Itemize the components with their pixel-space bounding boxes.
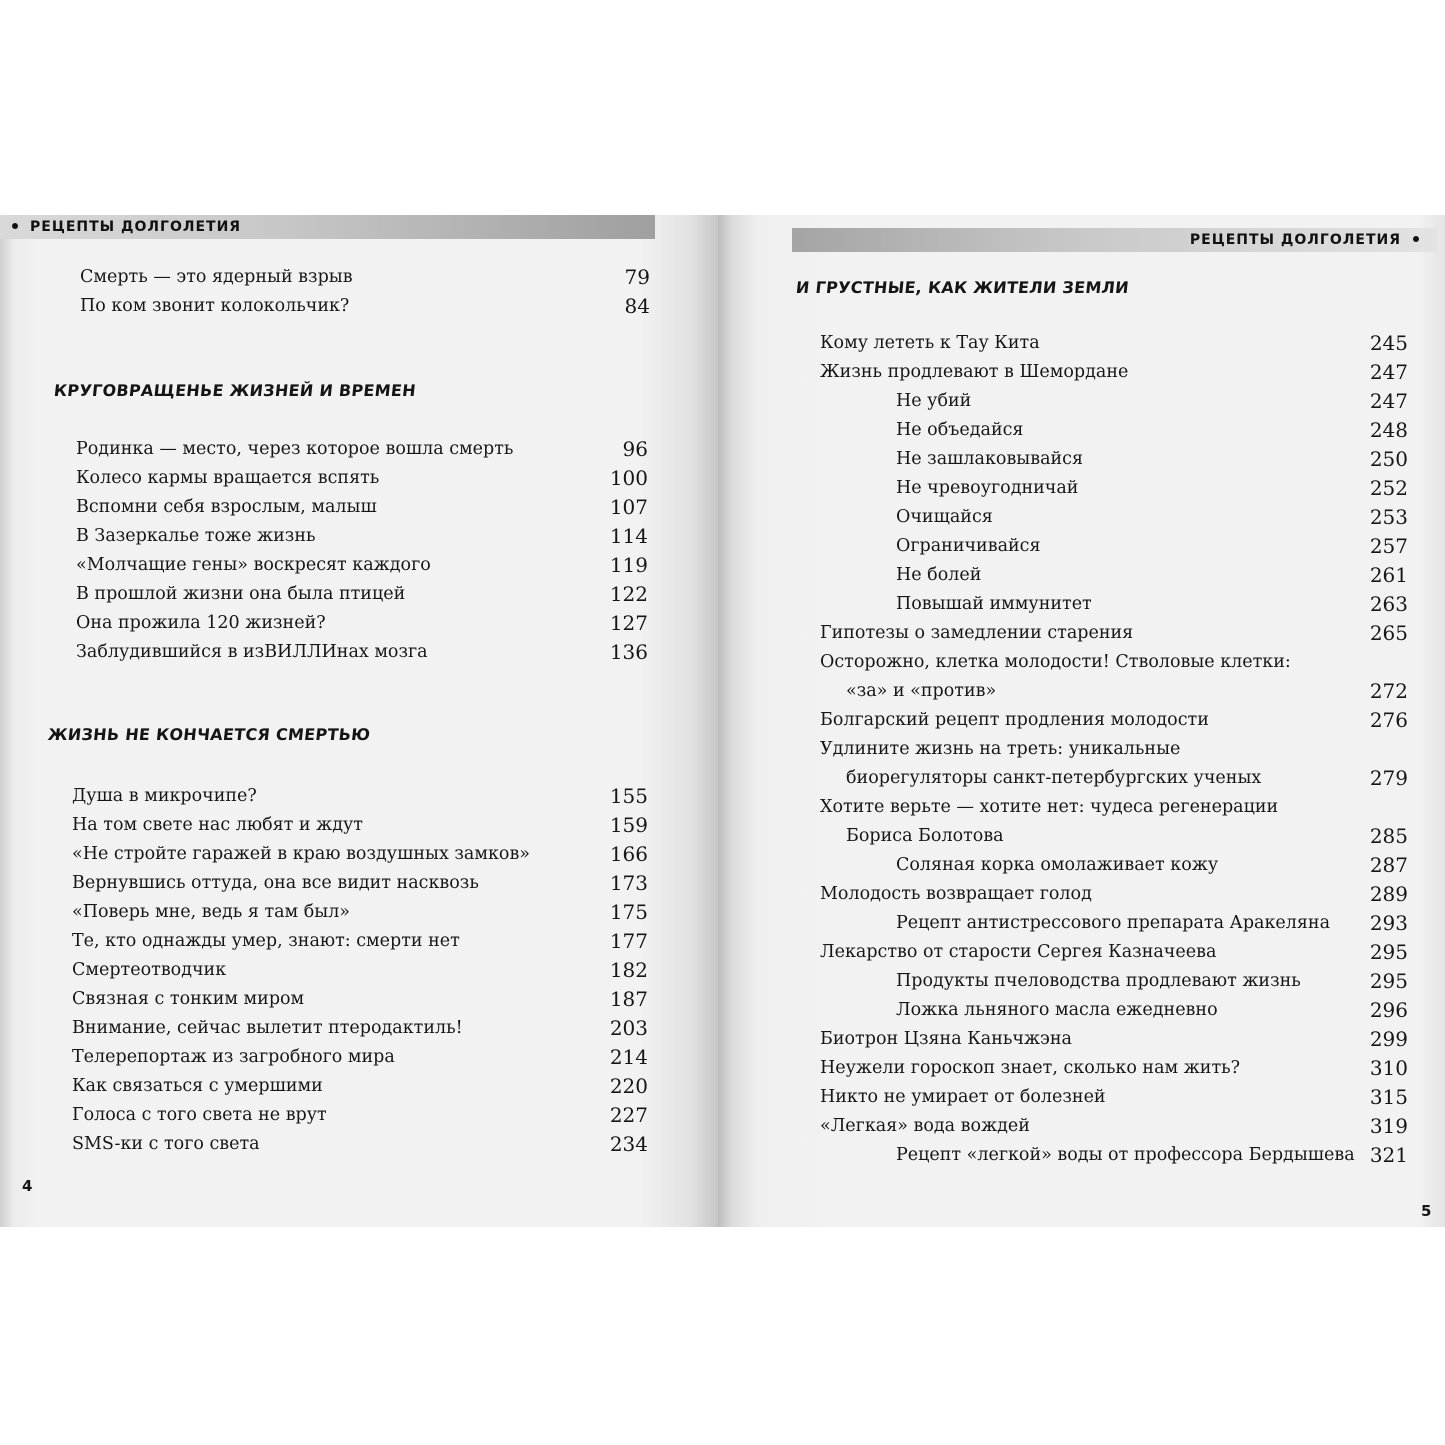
toc-entry — [76, 522, 648, 551]
section-title: ЖИЗНЬ НЕ КОНЧАЕТСЯ СМЕРТЬЮ — [47, 725, 372, 744]
toc-entry — [896, 909, 1408, 938]
toc-entry-title: В Зазеркалье тоже жизнь — [76, 526, 316, 546]
toc-entry — [80, 292, 650, 321]
toc-entry — [72, 1014, 648, 1043]
left-page — [0, 215, 718, 1227]
toc-entry-title: По ком звонит колокольчик? — [80, 296, 350, 316]
toc-entry-page: 287 — [1369, 853, 1408, 877]
toc-entry — [72, 1072, 648, 1101]
toc-entry — [72, 782, 648, 811]
toc-entry-page: 159 — [609, 813, 648, 837]
toc-entry — [72, 927, 648, 956]
toc-entry-title: Очищайся — [896, 507, 993, 527]
toc-entry-page: 296 — [1369, 998, 1408, 1022]
toc-entry-title: «Легкая» вода вождей — [820, 1116, 1030, 1136]
toc-entry-title: Голоса с того света не врут — [72, 1105, 327, 1125]
toc-entry-title: Телерепортаж из загробного мира — [72, 1047, 395, 1067]
toc-entry-title: Удлините жизнь на треть: уникальные — [820, 739, 1181, 759]
toc-entry-title: Внимание, сейчас вылетит птеродактиль! — [72, 1018, 463, 1038]
toc-entry — [72, 869, 648, 898]
toc-entry — [76, 464, 648, 493]
toc-entry-page: 203 — [609, 1016, 648, 1040]
toc-entry — [896, 996, 1408, 1025]
toc-entry-page: 177 — [609, 929, 648, 953]
toc-entry-page: 247 — [1369, 360, 1408, 384]
toc-entry — [896, 967, 1408, 996]
running-header-left — [0, 215, 655, 239]
toc-entry — [846, 677, 1408, 706]
toc-entry — [72, 1101, 648, 1130]
toc-entry-title: Колесо кармы вращается вспять — [76, 468, 380, 488]
toc-entry-page: 166 — [609, 842, 648, 866]
toc-entry-page: 187 — [609, 987, 648, 1011]
toc-entry-title: Душа в микрочипе? — [72, 786, 257, 806]
page-number-right: 5 — [1421, 1202, 1432, 1220]
toc-entry-title: Соляная корка омолаживает кожу — [896, 855, 1219, 875]
toc-entry-page: 263 — [1369, 592, 1408, 616]
toc-entry-title: Смерть — это ядерный взрыв — [80, 267, 353, 287]
toc-entry-title: Гипотезы о замедлении старения — [820, 623, 1134, 643]
toc-entry — [72, 840, 648, 869]
toc-entry-title: «за» и «против» — [846, 681, 997, 701]
toc-entry — [896, 445, 1408, 474]
toc-entry — [72, 811, 648, 840]
header-text: РЕЦЕПТЫ ДОЛГОЛЕТИЯ — [30, 219, 242, 235]
toc-entry — [820, 793, 1408, 822]
toc-entry — [896, 851, 1408, 880]
toc-entry-page: 272 — [1369, 679, 1408, 703]
running-header-right — [792, 228, 1437, 252]
toc-entry-title: Осторожно, клетка молодости! Стволовые клетки: — [820, 652, 1291, 672]
toc-entry-title: «Поверь мне, ведь я там был» — [72, 902, 351, 922]
bullet-icon — [1413, 236, 1419, 242]
toc-entry — [896, 561, 1408, 590]
toc-entry-page: 252 — [1369, 476, 1408, 500]
toc-entry-page: 321 — [1369, 1143, 1408, 1167]
toc-entry-page: 295 — [1369, 969, 1408, 993]
toc-entry-page: 257 — [1369, 534, 1408, 558]
toc-entry-page: 107 — [609, 495, 648, 519]
toc-entry — [76, 580, 648, 609]
toc-entry-page: 79 — [624, 265, 650, 289]
toc-entry-title: Родинка — место, через которое вошла смерть — [76, 439, 514, 459]
toc-entry-title: Вернувшись оттуда, она все видит насквозь — [72, 873, 479, 893]
toc-entry-title: биорегуляторы санкт-петербургских ученых — [846, 768, 1262, 788]
toc-entry — [820, 619, 1408, 648]
toc-entry-title: Не объедайся — [896, 420, 1024, 440]
toc-entry-title: Рецепт антистрессового препарата Аракеляна — [896, 913, 1330, 933]
toc-entry — [76, 551, 648, 580]
toc-entry-title: «Не стройте гаражей в краю воздушных замков» — [72, 844, 530, 864]
toc-entry — [820, 938, 1408, 967]
toc-entry-page: 293 — [1369, 911, 1408, 935]
toc-entry-page: 84 — [624, 294, 650, 318]
toc-entry-title: Биотрон Цзяна Каньчжэна — [820, 1029, 1072, 1049]
toc-entry-title: SMS-ки с того света — [72, 1134, 260, 1154]
toc-entry-title: Жизнь продлевают в Шемордане — [820, 362, 1129, 382]
toc-entry-page: 285 — [1369, 824, 1408, 848]
toc-entry-title: Бориса Болотова — [846, 826, 1004, 846]
toc-entry-page: 261 — [1369, 563, 1408, 587]
toc-entry — [72, 1043, 648, 1072]
toc-entry-title: Не болей — [896, 565, 982, 585]
toc-entry-title: Молодость возвращает голод — [820, 884, 1092, 904]
toc-entry — [896, 1141, 1408, 1170]
toc-entry — [896, 387, 1408, 416]
toc-entry-page: 114 — [609, 524, 648, 548]
toc-entry-page: 248 — [1369, 418, 1408, 442]
toc-entry — [72, 898, 648, 927]
toc-entry-page: 245 — [1369, 331, 1408, 355]
toc-entry-title: Лекарство от старости Сергея Казначеева — [820, 942, 1217, 962]
toc-entry-page: 227 — [609, 1103, 648, 1127]
toc-entry-page: 175 — [609, 900, 648, 924]
toc-entry-title: Заблудившийся в изВИЛЛИнах мозга — [76, 642, 428, 662]
toc-entry-title: Повышай иммунитет — [896, 594, 1092, 614]
toc-entry-title: Не убий — [896, 391, 972, 411]
toc-entry — [76, 435, 648, 464]
toc-entry — [896, 532, 1408, 561]
toc-entry-title: Не чревоугодничай — [896, 478, 1079, 498]
toc-entry — [896, 503, 1408, 532]
toc-entry — [846, 822, 1408, 851]
toc-entry-page: 276 — [1369, 708, 1408, 732]
toc-entry-page: 234 — [609, 1132, 648, 1156]
header-text: РЕЦЕПТЫ ДОЛГОЛЕТИЯ — [1189, 232, 1401, 248]
toc-entry-title: Вспомни себя взрослым, малыш — [76, 497, 377, 517]
toc-entry-page: 122 — [609, 582, 648, 606]
toc-entry-page: 96 — [622, 437, 648, 461]
toc-entry-title: Связная с тонким миром — [72, 989, 305, 1009]
toc-entry — [820, 1025, 1408, 1054]
section-title: КРУГОВРАЩЕНЬЕ ЖИЗНЕЙ И ВРЕМЕН — [53, 381, 417, 400]
toc-entry-title: Кому лететь к Тау Кита — [820, 333, 1040, 353]
toc-entry — [80, 263, 650, 292]
toc-entry-title: Как связаться с умершими — [72, 1076, 323, 1096]
toc-entry-page: 279 — [1369, 766, 1408, 790]
toc-entry-title: Она прожила 120 жизней? — [76, 613, 326, 633]
toc-entry-title: Те, кто однажды умер, знают: смерти нет — [72, 931, 460, 951]
toc-entry-title: Рецепт «легкой» воды от профессора Бердышева — [896, 1145, 1355, 1165]
toc-entry-page: 136 — [609, 640, 648, 664]
toc-entry-title: Ограничивайся — [896, 536, 1041, 556]
toc-entry-page: 319 — [1369, 1114, 1408, 1138]
bullet-icon — [12, 223, 18, 229]
toc-entry-title: Никто не умирает от болезней — [820, 1087, 1106, 1107]
toc-entry — [896, 590, 1408, 619]
toc-entry — [76, 493, 648, 522]
toc-entry — [820, 735, 1408, 764]
toc-entry-page: 315 — [1369, 1085, 1408, 1109]
toc-entry — [820, 706, 1408, 735]
toc-entry — [820, 329, 1408, 358]
toc-entry-title: В прошлой жизни она была птицей — [76, 584, 406, 604]
toc-entry — [72, 985, 648, 1014]
section-title: И ГРУСТНЫЕ, КАК ЖИТЕЛИ ЗЕМЛИ — [795, 278, 1130, 297]
toc-entry — [820, 880, 1408, 909]
toc-entry-title: Смертеотводчик — [72, 960, 227, 980]
toc-entry-page: 310 — [1369, 1056, 1408, 1080]
toc-entry — [820, 1112, 1408, 1141]
toc-entry — [846, 764, 1408, 793]
toc-entry — [76, 609, 648, 638]
toc-entry — [820, 1054, 1408, 1083]
toc-entry-title: Ложка льняного масла ежедневно — [896, 1000, 1218, 1020]
toc-entry-page: 247 — [1369, 389, 1408, 413]
toc-entry — [72, 1130, 648, 1159]
toc-entry-page: 220 — [609, 1074, 648, 1098]
toc-entry-page: 250 — [1369, 447, 1408, 471]
toc-entry-title: На том свете нас любят и ждут — [72, 815, 363, 835]
toc-entry-page: 155 — [609, 784, 648, 808]
toc-entry-title: Не зашлаковывайся — [896, 449, 1084, 469]
toc-entry-title: Хотите верьте — хотите нет: чудеса регенерации — [820, 797, 1279, 817]
toc-entry — [820, 358, 1408, 387]
toc-entry-title: Продукты пчеловодства продлевают жизнь — [896, 971, 1301, 991]
toc-entry-page: 127 — [609, 611, 648, 635]
toc-entry — [820, 1083, 1408, 1112]
toc-entry-page: 100 — [609, 466, 648, 490]
toc-entry — [896, 474, 1408, 503]
toc-entry — [76, 638, 648, 667]
toc-entry-page: 182 — [609, 958, 648, 982]
toc-entry-page: 119 — [609, 553, 648, 577]
toc-entry-title: Болгарский рецепт продления молодости — [820, 710, 1209, 730]
toc-entry-page: 295 — [1369, 940, 1408, 964]
toc-entry-title: «Молчащие гены» воскресят каждого — [76, 555, 431, 575]
toc-entry-title: Неужели гороскоп знает, сколько нам жить? — [820, 1058, 1241, 1078]
toc-entry-page: 299 — [1369, 1027, 1408, 1051]
toc-entry — [72, 956, 648, 985]
toc-entry-page: 265 — [1369, 621, 1408, 645]
toc-entry — [896, 416, 1408, 445]
right-page — [718, 215, 1445, 1227]
toc-entry-page: 173 — [609, 871, 648, 895]
toc-entry — [820, 648, 1408, 677]
toc-entry-page: 253 — [1369, 505, 1408, 529]
toc-entry-page: 289 — [1369, 882, 1408, 906]
page-number-left: 4 — [22, 1177, 33, 1195]
toc-entry-page: 214 — [609, 1045, 648, 1069]
